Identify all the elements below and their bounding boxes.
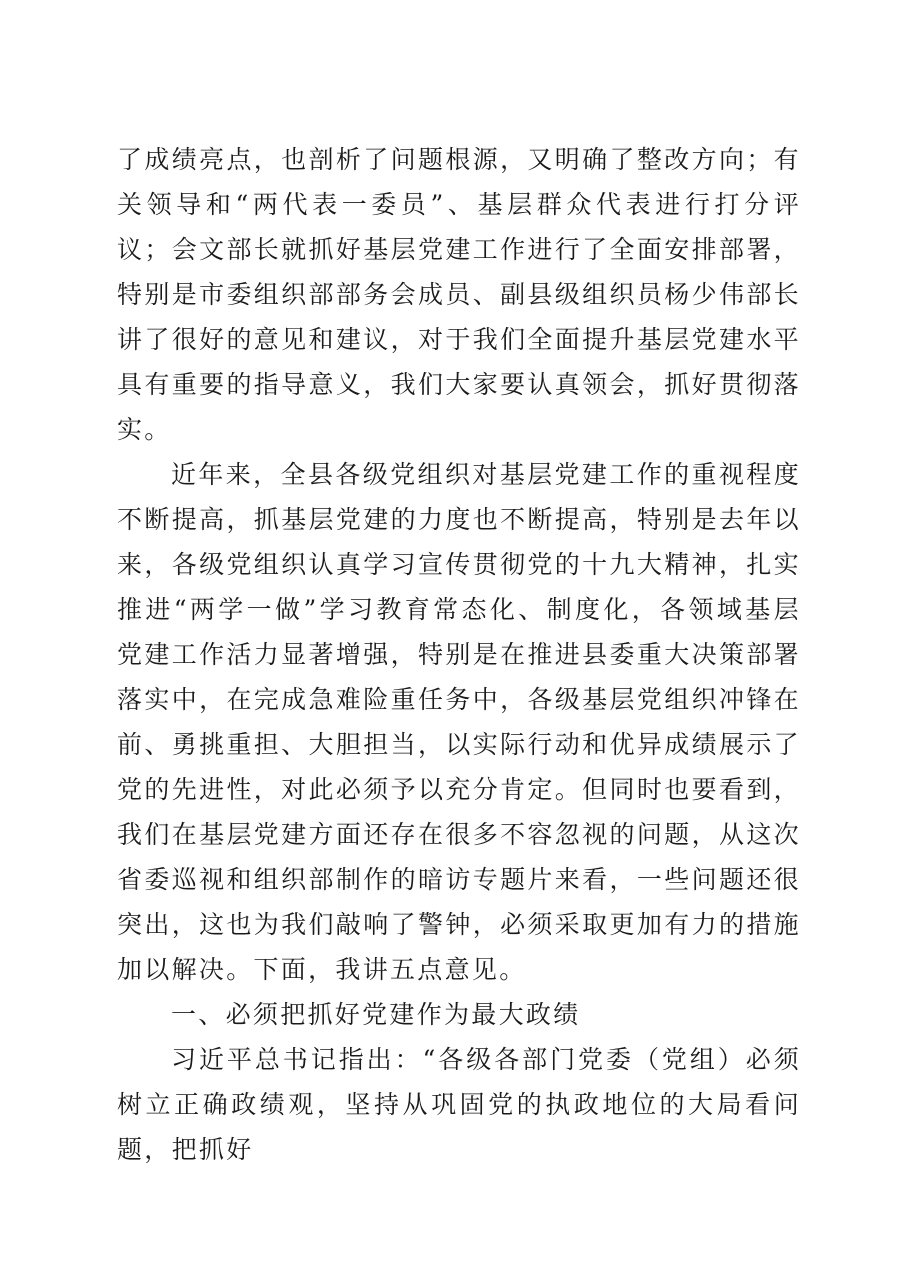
- document-body: [117, 137, 801, 1172]
- paragraph-xi-quote: 习近平总书记指出：“各级各部门党委（党组）必须树立正确政绩观，坚持从巩固党的执政地位的大局看问题，把抓好: [117, 1045, 801, 1164]
- paragraph-recent-years: 近年来，全县各级党组织对基层党建工作的重视程度不断提高，抓基层党建的力度也不断提高，特别是去年以来，各级党组织认真学习宣传贯彻党的十九大精神，扎实推进“两学一做”学习教育常态化、制度化，各领域基层党建工作活力显著增强，特别是在推进县委重大决策部署落实中，在完成急难险重任务中，各级基层党组织冲锋在前、勇挑重担、大胆担当，以实际行动和优异成绩展示了党的先进性，对此必须予以充分肯定。但同时也要看到，我们在基层党建方面还存在很多不容忽视的问题，从这次省委巡视和组织部制作的暗访专题片来看，一些问题还很突出，这也为我们敲响了警钟，必须采取更加有力的措施加以解决。下面，我讲五点意见。: [117, 460, 801, 984]
- section-heading-1: 一、必须把抓好党建作为最大政绩: [171, 1000, 581, 1029]
- paragraph-continuation: 了成绩亮点，也剖析了问题根源，又明确了整改方向；有关领导和“两代表一委员”、基层群众代表进行打分评议；会文部长就抓好基层党建工作进行了全面安排部署，特别是市委组织部部务会成员、副县级组织员杨少伟部长讲了很好的意见和建议，对于我们全面提升基层党建水平具有重要的指导意义，我们大家要认真领会，抓好贯彻落实。: [117, 145, 801, 444]
